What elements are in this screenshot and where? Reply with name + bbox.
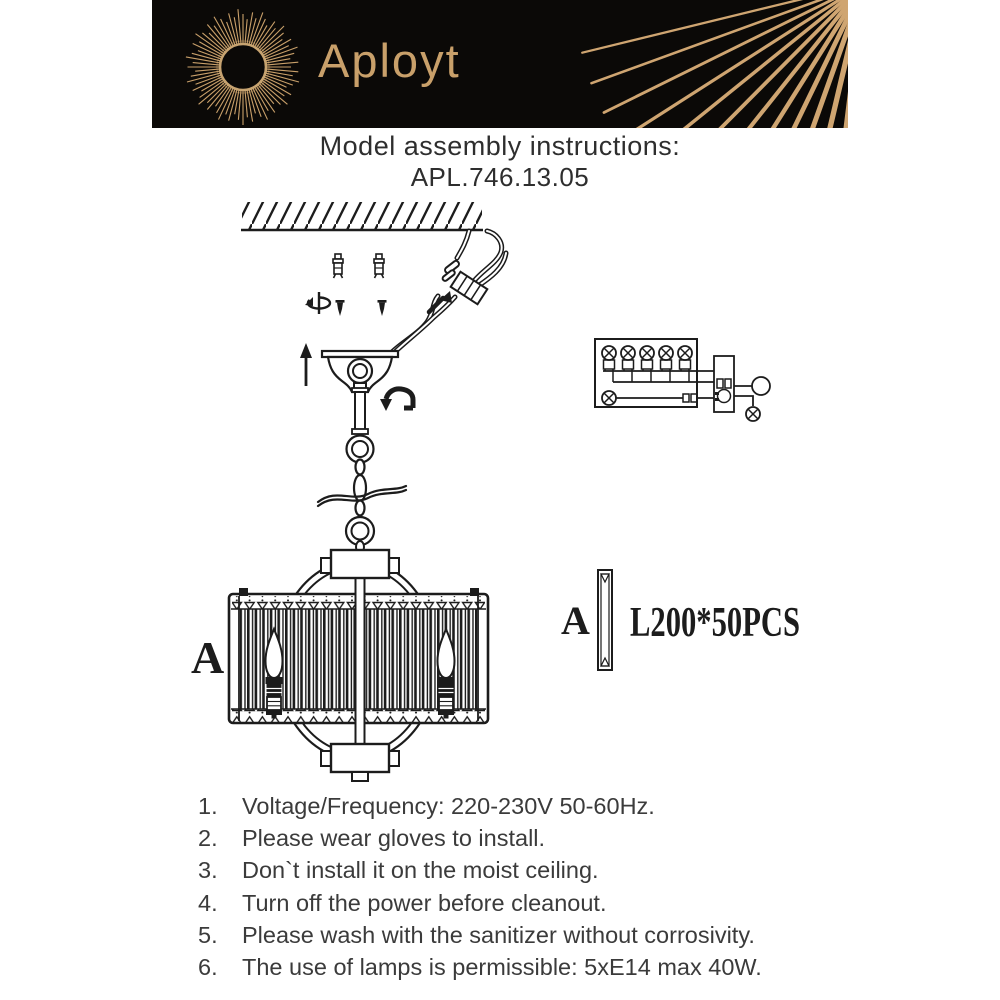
crystal-part-callout — [561, 570, 800, 670]
model-number: APL.746.13.05 — [410, 162, 590, 192]
candle-bulb — [266, 629, 283, 719]
lamp-sockets — [604, 360, 691, 369]
wall-anchor-icon — [333, 254, 343, 278]
lamp-symbol — [640, 346, 654, 360]
part-label-side: A — [561, 598, 590, 643]
chandelier-body-drawing — [229, 550, 488, 781]
lamp-symbol — [602, 346, 616, 360]
lamp-symbol — [621, 346, 635, 360]
wall-anchor-icon — [374, 254, 384, 278]
instruction-item — [198, 790, 838, 822]
lamp-symbol — [602, 391, 616, 405]
junction-circle — [752, 377, 770, 395]
shade-clip — [239, 588, 248, 596]
lamp-symbol — [678, 346, 692, 360]
shade-clip — [470, 588, 479, 596]
instruction-text: The use of lamps is permissible: 5xE14 max 40W. — [242, 954, 762, 981]
rotate-icon — [305, 292, 330, 314]
instruction-text: Don`t install it on the moist ceiling. — [242, 857, 599, 884]
instruction-number: 4. — [198, 889, 218, 916]
crystal-pendant-drawing — [598, 570, 612, 670]
instruction-text: Turn off the power before cleanout. — [242, 889, 607, 916]
instruction-text: Please wear gloves to install. — [242, 825, 546, 852]
instruction-item — [198, 822, 838, 854]
center-rod — [356, 577, 365, 747]
instruction-number: 6. — [198, 954, 218, 981]
instruction-item — [198, 951, 838, 983]
instruction-number: 2. — [198, 825, 218, 852]
screw-icon — [336, 300, 345, 316]
lamp-symbol — [746, 407, 760, 421]
instruction-number: 3. — [198, 857, 218, 884]
screw-icon — [378, 300, 387, 316]
candle-bulb — [438, 629, 455, 719]
hook-arrow-icon — [380, 389, 413, 411]
instruction-item — [198, 887, 838, 919]
part-label-main: A — [191, 632, 225, 683]
part-spec-label: L200*50PCS — [630, 600, 800, 646]
chain-drawing — [346, 460, 374, 554]
ceiling-hatch — [241, 202, 483, 230]
instruction-list — [198, 790, 838, 983]
brand-logo-text: Aployt — [318, 34, 461, 87]
instruction-item — [198, 919, 838, 951]
terminal-block — [714, 356, 734, 412]
page-title: Model assembly instructions: — [319, 131, 681, 161]
instruction-number: 5. — [198, 921, 218, 948]
mains-wire-drawing — [391, 231, 506, 353]
instruction-number: 1. — [198, 793, 218, 819]
instruction-text: Voltage/Frequency: 220-230V 50-60Hz. — [242, 793, 655, 819]
instruction-item — [198, 854, 838, 886]
instruction-text: Please wash with the sanitizer without corrosivity. — [242, 921, 755, 948]
up-arrow-icon — [300, 343, 312, 386]
lamp-symbol — [659, 346, 673, 360]
wiring-diagram — [595, 339, 770, 421]
